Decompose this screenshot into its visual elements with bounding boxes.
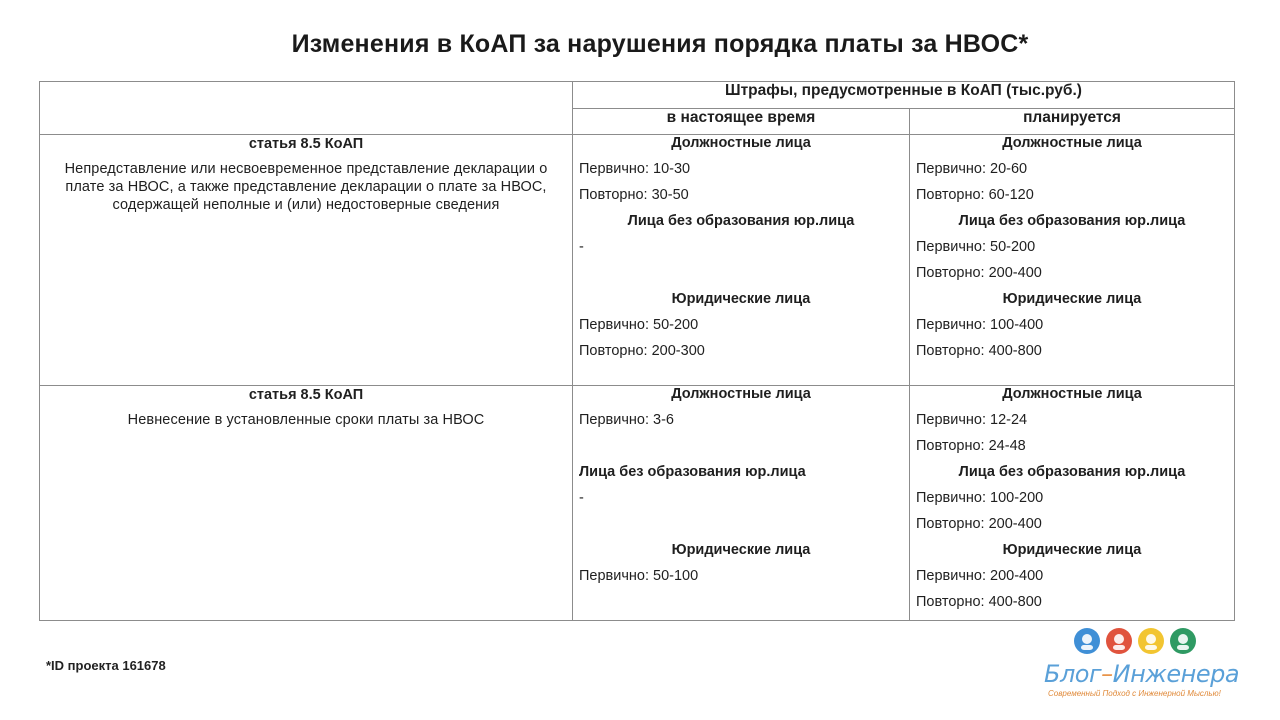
fine-value: Повторно: 24-48	[916, 438, 1026, 454]
planned-column-header: планируется	[910, 109, 1235, 135]
fine-value: Первично: 50-100	[579, 568, 699, 584]
planned-fines-cell	[910, 135, 1235, 386]
fine-value: Повторно: 200-300	[579, 343, 705, 359]
blog-logo	[1040, 626, 1240, 706]
fine-value: Первично: 10-30	[579, 161, 691, 177]
engineer-avatar-icon	[1106, 628, 1132, 654]
logo-text	[1044, 660, 1239, 688]
ie-heading: Лица без образования юр.лица	[627, 213, 855, 229]
fine-value: Первично: 100-200	[916, 490, 1044, 506]
logo-dash: –	[1101, 660, 1113, 688]
article-title: статья 8.5 КоАП	[248, 136, 364, 152]
officials-heading: Должностные лица	[1002, 135, 1142, 151]
table-row	[40, 135, 1235, 386]
fine-value: Повторно: 400-800	[916, 594, 1042, 610]
fines-table	[39, 81, 1235, 621]
fine-value: Первично: 200-400	[916, 568, 1044, 584]
fine-value: Повторно: 30-50	[579, 187, 689, 203]
fine-value: Первично: 12-24	[916, 412, 1028, 428]
spacer	[573, 438, 909, 464]
spacer	[573, 516, 909, 542]
current-fines-cell	[573, 135, 910, 386]
article-cell	[40, 386, 573, 621]
logo-name-part1: Блог	[1044, 660, 1102, 688]
planned-fines-cell	[910, 386, 1235, 621]
ie-heading: Лица без образования юр.лица	[579, 464, 806, 480]
fine-value: Первично: 20-60	[916, 161, 1028, 177]
logo-name-part2: Инженера	[1112, 660, 1240, 688]
article-description: Невнесение в установленные сроки платы за НВОС	[127, 412, 485, 428]
fine-value: -	[579, 239, 584, 255]
ie-heading: Лица без образования юр.лица	[958, 213, 1186, 229]
legal-heading: Юридические лица	[1002, 291, 1142, 307]
officials-heading: Должностные лица	[671, 386, 811, 402]
fine-value: Повторно: 200-400	[916, 516, 1042, 532]
table-header-row	[40, 82, 1235, 109]
engineer-avatar-icon	[1074, 628, 1100, 654]
logo-slogan: Современный Подход с Инженерной Мыслью!	[1048, 689, 1221, 698]
article-description: Непредставление или несвоевременное представление декларации о плате за НВОС, а также представление декларации о плате за НВОС, содержащей неполные и (или) недостоверные сведения	[64, 161, 548, 213]
article-title: статья 8.5 КоАП	[248, 387, 364, 403]
fines-header: Штрафы, предусмотренные в КоАП (тыс.руб.)	[573, 82, 1235, 109]
engineer-avatar-icon	[1170, 628, 1196, 654]
legal-heading: Юридические лица	[671, 542, 811, 558]
ie-heading: Лица без образования юр.лица	[958, 464, 1186, 480]
officials-heading: Должностные лица	[1002, 386, 1142, 402]
current-fines-cell	[573, 386, 910, 621]
fine-value: -	[579, 490, 584, 506]
fine-value: Повторно: 200-400	[916, 265, 1042, 281]
legal-heading: Юридические лица	[1002, 542, 1142, 558]
current-column-header: в настоящее время	[573, 109, 910, 135]
article-cell	[40, 135, 573, 386]
fine-value: Повторно: 60-120	[916, 187, 1034, 203]
legal-heading: Юридические лица	[671, 291, 811, 307]
avatar-group	[1074, 628, 1196, 654]
fine-value: Первично: 50-200	[916, 239, 1036, 255]
page-title: Изменения в КоАП за нарушения порядка платы за НВОС*	[291, 30, 1029, 58]
fine-value: Первично: 50-200	[579, 317, 699, 333]
fine-value: Первично: 100-400	[916, 317, 1044, 333]
fine-value: Повторно: 400-800	[916, 343, 1042, 359]
officials-heading: Должностные лица	[671, 135, 811, 151]
spacer	[573, 265, 909, 291]
header-empty-cell	[40, 82, 573, 135]
engineer-avatar-icon	[1138, 628, 1164, 654]
fine-value: Первично: 3-6	[579, 412, 674, 428]
footnote: *ID проекта 161678	[46, 658, 166, 673]
table-row	[40, 386, 1235, 621]
